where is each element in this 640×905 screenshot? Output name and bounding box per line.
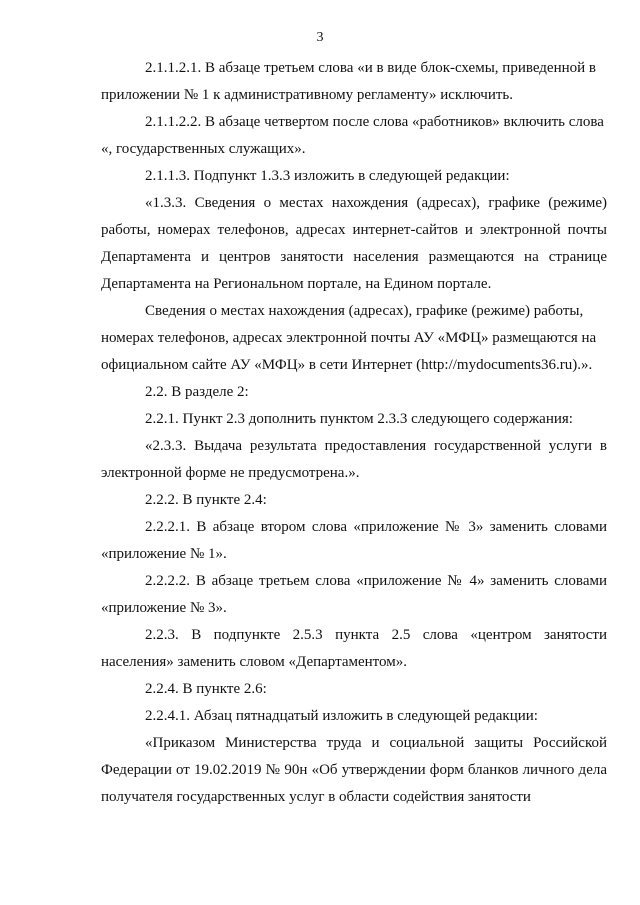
paragraph: «2.3.3. Выдача результата предоставления государственной услуги в электронной форме не предусмотрена.». (101, 438, 607, 481)
paragraph: «1.3.3. Сведения о местах нахождения (адресах), графике (режиме) работы, номерах телефонов, адресах интернет-сайтов и электронной почты Департамента и центров занятости населения размещаются на странице Департамента на Региональном портале, на Едином портале. (101, 195, 607, 292)
paragraph: Сведения о местах нахождения (адресах), графике (режиме) работы, номерах телефонов, адресах электронной почты АУ «МФЦ» размещаются на официальном сайте АУ «МФЦ» в сети Интернет (http://mydocuments36.ru).». (101, 303, 597, 373)
paragraph: 2.2.4.1. Абзац пятнадцатый изложить в следующей редакции: (145, 708, 538, 724)
paragraph: 2.2. В разделе 2: (145, 384, 249, 400)
paragraph: 2.1.1.3. Подпункт 1.3.3 изложить в следующей редакции: (145, 168, 510, 184)
paragraph: 2.1.1.2.1. В абзаце третьем слова «и в виде блок-схемы, приведенной в приложении № 1 к административному регламенту» исключить. (101, 60, 597, 103)
paragraph: «Приказом Министерства труда и социальной защиты Российской Федерации от 19.02.2019 № 90н «Об утверждении форм бланков личного дела получателя государственных услуг в области содействия занятости (101, 735, 607, 805)
page-number: 3 (316, 30, 324, 45)
document-body (101, 55, 607, 811)
paragraph: 2.2.4. В пункте 2.6: (145, 681, 267, 697)
paragraph: 2.2.2. В пункте 2.4: (145, 492, 267, 508)
paragraph: 2.2.2.1. В абзаце втором слова «приложение № 3» заменить словами «приложение № 1». (101, 519, 607, 562)
paragraph: 2.2.1. Пункт 2.3 дополнить пунктом 2.3.3 следующего содержания: (145, 411, 573, 427)
paragraph: 2.2.3. В подпункте 2.5.3 пункта 2.5 слова «центром занятости населения» заменить словом «Департаментом». (101, 627, 607, 670)
paragraph: 2.2.2.2. В абзаце третьем слова «приложение № 4» заменить словами «приложение № 3». (101, 573, 607, 616)
paragraph: 2.1.1.2.2. В абзаце четвертом после слова «работников» включить слова «, государственных служащих». (101, 114, 604, 157)
